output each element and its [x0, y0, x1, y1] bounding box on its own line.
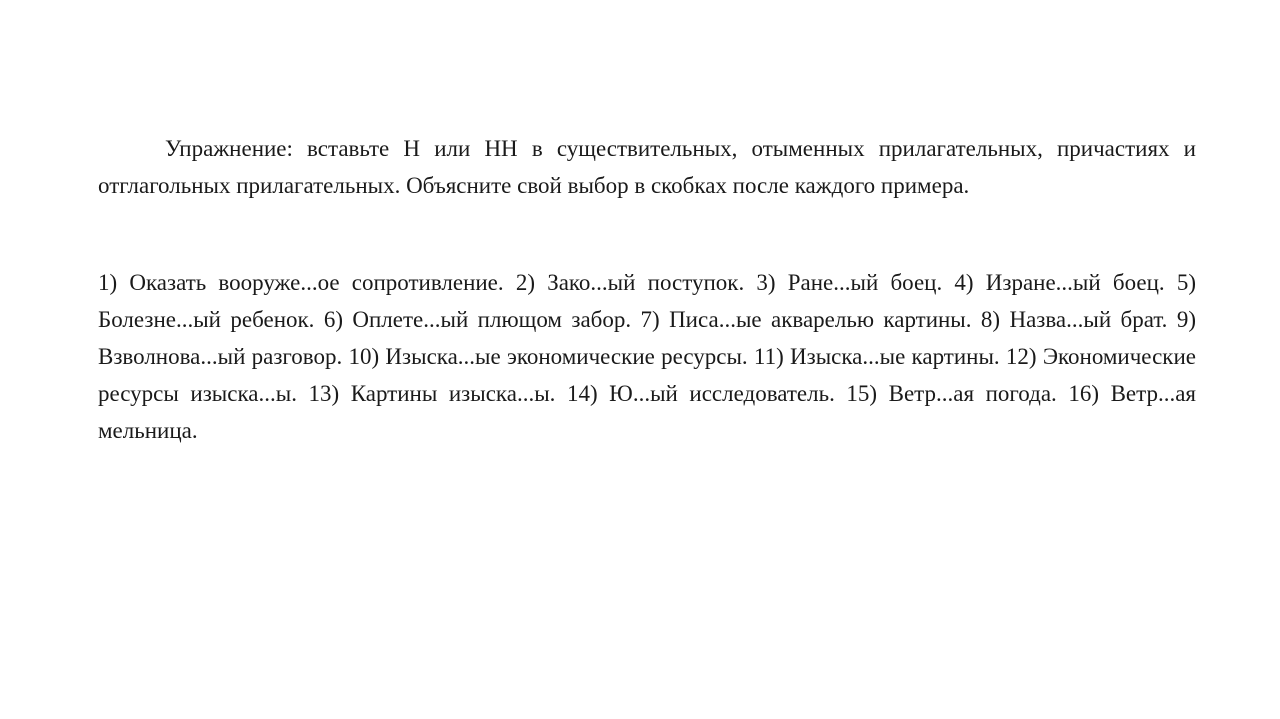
- exercise-items: 1) Оказать вооруже...ое сопротивление. 2) Зако...ый поступок. 3) Ране...ый боец. 4) Изране...ый боец. 5) Болезне...ый ребенок. 6) Оплете...ый плющом забор. 7) Писа...ые акварелью картины. 8) Назва...ый брат. 9) Взволнова...ый разговор. 10) Изыска...ые экономические ресурсы. 11) Изыска...ые картины. 12) Экономические ресурсы изыска...ы. 13) Картины изыска...ы. 14) Ю...ый исследователь. 15) Ветр...ая погода. 16) Ветр...ая мельница.: [98, 270, 1196, 443]
- exercise-instruction: Упражнение: вставьте Н или НН в существительных, отыменных прилагательных, причастиях и отглагольных прилагательных. Объясните свой выбор в скобках после каждого примера.: [98, 136, 1196, 198]
